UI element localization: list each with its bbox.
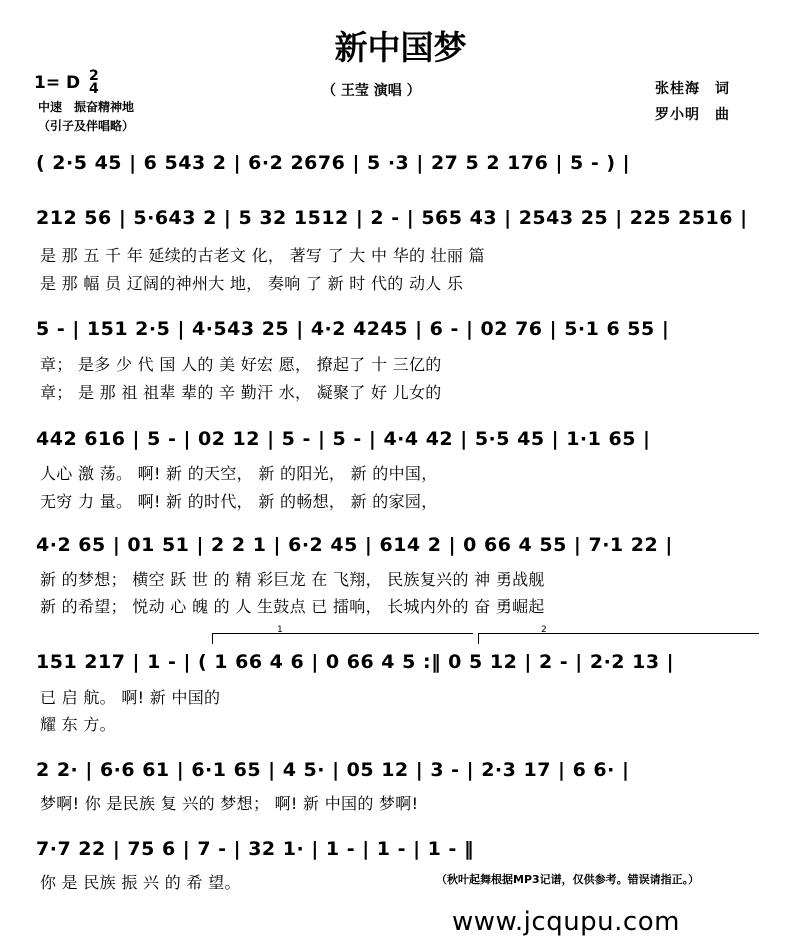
lyric-row-3-verse-1: 章； 是多 少 代 国 人的 美 好宏 愿， 撩起了 十 三亿的 bbox=[40, 355, 442, 374]
key-label: 1= D bbox=[34, 73, 81, 93]
volta-number-second: 2 bbox=[541, 625, 547, 635]
lyric-row-7: 梦啊! 你 是民族 复 兴的 梦想； 啊! 新 中国的 梦啊! bbox=[40, 794, 419, 813]
volta-bracket-first bbox=[212, 625, 473, 644]
intro-note: （引子及伴唱略） bbox=[38, 119, 135, 133]
tempo-marking: 中速 振奋精神地 bbox=[38, 100, 135, 114]
lyric-row-3-verse-2: 章； 是 那 祖 祖辈 辈的 辛 勤汗 水， 凝聚了 好 儿女的 bbox=[40, 383, 442, 402]
singer-credit: （ 王莹 演唱 ） bbox=[322, 83, 421, 99]
lyric-row-8: 你 是 民族 振 兴 的 希 望。 bbox=[40, 873, 241, 892]
lyric-row-6-verse-2: 耀 东 方。 bbox=[40, 715, 116, 734]
lyric-row-2-verse-2: 是 那 幅 员 辽阔的神州大 地， 奏响 了 新 时 代的 动人 乐 bbox=[40, 274, 464, 293]
lyric-row-4-verse-1: 人心 激 荡。 啊! 新 的天空， 新 的阳光， 新 的中国， bbox=[40, 464, 438, 483]
lyricist-credit: 张桂海 词 bbox=[655, 81, 730, 97]
time-numerator: 2 bbox=[89, 68, 99, 84]
notation-row-3: 5 - | 151 2·5 | 4·543 25 | 4·2 4245 | 6 - | 02 76 | 5·1 6 55 | bbox=[36, 318, 670, 340]
notation-row-5: 4·2 65 | 01 51 | 2 2 1 | 6·2 45 | 614 2 | 0 66 4 55 | 7·1 22 | bbox=[36, 534, 673, 556]
song-title: 新中国梦 bbox=[334, 28, 467, 67]
transcription-note: （秋叶起舞根据MP3记谱，仅供参考。错误请指正。） bbox=[436, 873, 700, 886]
notation-row-7: 2 2· | 6·6 61 | 6·1 65 | 4 5· | 05 12 | 3 - | 2·3 17 | 6 6· | bbox=[36, 759, 630, 781]
composer-credit: 罗小明 曲 bbox=[655, 107, 730, 123]
time-denominator: 4 bbox=[89, 81, 99, 97]
notation-row-2: 212 56 | 5·643 2 | 5 32 1512 | 2 - | 565 43 | 2543 25 | 225 2516 | bbox=[36, 207, 748, 229]
notation-row-6: 151 217 | 1 - | ( 1 66 4 6 | 0 66 4 5 :‖ 0 5 12 | 2 - | 2·2 13 | bbox=[36, 651, 675, 673]
notation-row-4: 442 616 | 5 - | 02 12 | 5 - | 5 - | 4·4 42 | 5·5 45 | 1·1 65 | bbox=[36, 428, 651, 450]
lyric-row-2-verse-1: 是 那 五 千 年 延续的古老文 化， 著写 了 大 中 华的 壮丽 篇 bbox=[40, 246, 485, 265]
lyric-row-6-verse-1: 已 启 航。 啊! 新 中国的 bbox=[40, 688, 221, 707]
lyric-row-4-verse-2: 无穷 力 量。 啊! 新 的时代， 新 的畅想， 新 的家园， bbox=[40, 492, 438, 511]
site-watermark: www.jcqupu.com bbox=[452, 907, 680, 937]
time-signature bbox=[89, 70, 99, 96]
key-signature bbox=[34, 70, 99, 96]
volta-number-first: 1 bbox=[277, 625, 283, 635]
lyric-row-5-verse-1: 新 的梦想； 横空 跃 世 的 精 彩巨龙 在 飞翔， 民族复兴的 神 勇战舰 bbox=[40, 570, 545, 589]
lyric-row-5-verse-2: 新 的希望； 悦动 心 魄 的 人 生鼓点 已 擂响， 长城内外的 奋 勇崛起 bbox=[40, 597, 545, 616]
notation-row-1: ( 2·5 45 | 6 543 2 | 6·2 2676 | 5 ·3 | 27 5 2 176 | 5 - ) | bbox=[36, 152, 631, 174]
volta-bracket-second bbox=[478, 625, 759, 644]
notation-row-8: 7·7 22 | 75 6 | 7 - | 32 1· | 1 - | 1 - | 1 - ‖ bbox=[36, 838, 474, 860]
